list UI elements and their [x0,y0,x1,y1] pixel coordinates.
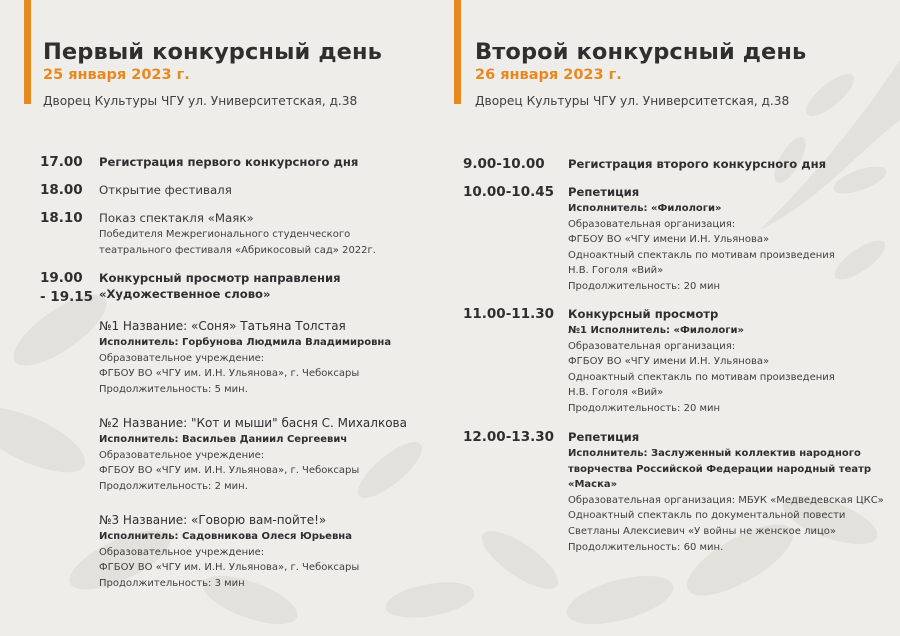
day-date: 25 января 2023 г. [43,67,190,83]
event-detail: Победителя Межрегионального студенческого [99,229,351,240]
event-title: Конкурсный просмотр направления [99,271,341,285]
event-time: 19.00 [40,270,83,286]
entry-detail: Продолжительность: 5 мин. [99,383,248,395]
event-detail: Светланы Алексиевич «У войны не женское лицо» [568,525,837,537]
event-time-end: - 19.15 [40,289,94,305]
accent-bar [454,0,461,104]
event-detail: Одноактный спектакль по мотивам произведения [568,371,835,383]
venue-address: Дворец Культуры ЧГУ ул. Университетская, д.38 [475,94,790,108]
event-detail: Н.В. Гоголя «Вий» [568,387,664,399]
event-time: 11.00-11.30 [463,306,555,322]
entry-detail: Продолжительность: 3 мин [99,577,245,589]
venue-address: Дворец Культуры ЧГУ ул. Университетская, д.38 [43,94,358,108]
event-detail: Продолжительность: 20 мин [568,280,721,292]
event-time: 10.00-10.45 [463,184,555,200]
event-performer: Исполнитель: «Филологи» [568,203,722,214]
event-title: Регистрация первого конкурсного дня [99,155,359,169]
day-date: 26 января 2023 г. [475,67,622,83]
event-detail: Одноактный спектакль по мотивам произведения [568,249,835,261]
entry-performer: Исполнитель: Горбунова Людмила Владимировна [99,337,392,348]
entry-name: №1 Название: «Соня» Татьяна Толстая [99,319,346,333]
event-detail: Образовательная организация: [568,340,736,352]
entry-detail: Продолжительность: 2 мин. [99,480,248,492]
event-title: Репетиция [568,430,640,444]
entry-name: №2 Название: "Кот и мыши" басня С. Михалкова [99,416,407,430]
event-detail: Н.В. Гоголя «Вий» [568,265,664,277]
event-detail: Образовательная организация: МБУК «Медведевская ЦКС» [568,494,884,506]
day-title: Второй конкурсный день [475,39,807,65]
event-performer: Исполнитель: Заслуженный коллектив народного [568,448,861,459]
event-time: 17.00 [40,154,83,170]
event-performer: «Маска» [568,479,618,491]
event-time: 18.10 [40,210,83,226]
entry-name: №3 Название: «Говорю вам-пойте!» [99,513,327,527]
event-detail: ФГБОУ ВО «ЧГУ имени И.Н. Ульянова» [568,234,770,246]
entry-detail: ФГБОУ ВО «ЧГУ им. И.Н. Ульянова», г. Чебоксары [99,562,360,574]
event-detail: Образовательная организация: [568,218,736,230]
entry-detail: Образовательное учреждение: [99,449,265,461]
entry-performer: Исполнитель: Васильев Даниил Сергеевич [99,434,348,445]
day-title: Первый конкурсный день [43,39,382,65]
entry-detail: Образовательное учреждение: [99,546,265,558]
event-detail: ФГБОУ ВО «ЧГУ имени И.Н. Ульянова» [568,356,770,368]
event-time: 18.00 [40,182,83,198]
entry-performer: Исполнитель: Садовникова Олеся Юрьевна [99,531,352,542]
event-title: Конкурсный просмотр [568,307,719,321]
event-title: Открытие фестиваля [99,183,232,197]
event-title: Показ спектакля «Маяк» [99,211,254,225]
accent-bar [24,0,31,104]
entry-detail: ФГБОУ ВО «ЧГУ им. И.Н. Ульянова», г. Чебоксары [99,368,360,380]
event-title: «Художественное слово» [99,287,271,301]
entry-detail: ФГБОУ ВО «ЧГУ им. И.Н. Ульянова», г. Чебоксары [99,465,360,477]
event-time: 9.00-10.00 [463,156,545,172]
event-title: Репетиция [568,185,640,199]
event-detail: Одноактный спектакль по документальной повести [568,510,846,522]
event-title: Регистрация второго конкурсного дня [568,157,827,171]
event-performer: №1 Исполнитель: «Филологи» [568,325,744,336]
entry-detail: Образовательное учреждение: [99,352,265,364]
event-detail: Продолжительность: 60 мин. [568,541,724,553]
event-detail: Продолжительность: 20 мин [568,402,721,414]
event-performer: творчества Российской Федерации народный театр [568,463,872,475]
event-detail: театрального фестиваля «Абрикосовый сад» 2022г. [99,244,376,256]
event-time: 12.00-13.30 [463,429,555,445]
